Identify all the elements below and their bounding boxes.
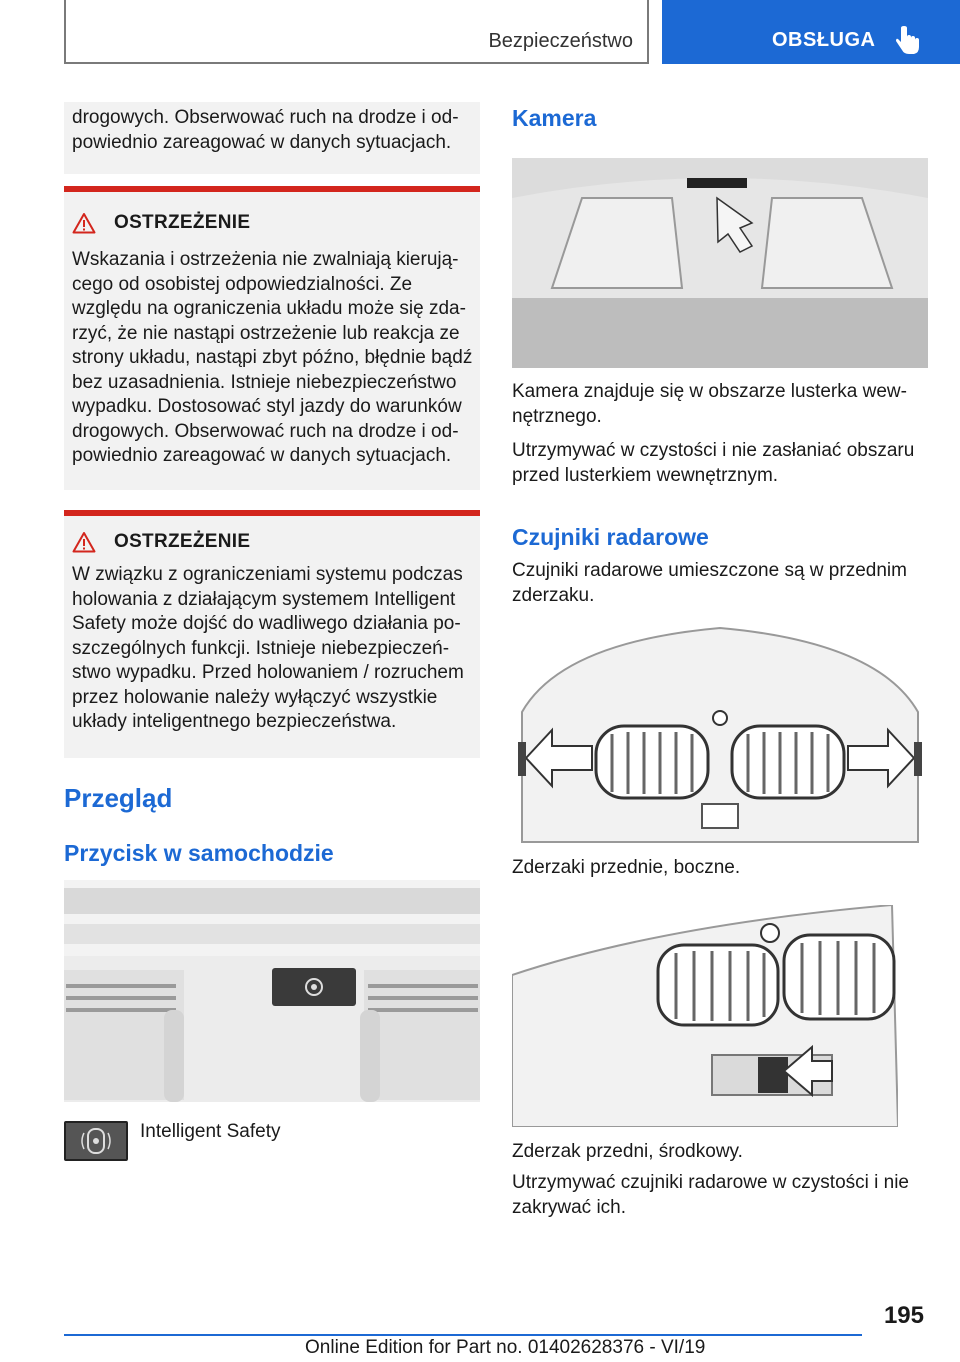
camera-image <box>512 158 928 368</box>
caption-side-bumper: Zderzaki przednie, boczne. <box>512 857 741 878</box>
warning-1-line: strony układu, nastąpi zbyt późno, błędnie bądź <box>72 347 473 368</box>
intelligent-safety-icon <box>66 1123 126 1159</box>
camera-text <box>512 380 928 429</box>
warning-2-line: holowania z działającym systemem Intelligent <box>72 588 456 610</box>
warning-2-line: Safety może dojść do wadliwego działania po- <box>72 613 461 634</box>
header-section-title: Bezpieczeństwo <box>488 30 633 52</box>
radar-clean-line: zakrywać ich. <box>512 1196 627 1218</box>
warning-triangle-icon <box>72 531 96 553</box>
radar-text <box>512 559 928 608</box>
header-chapter-title: OBSŁUGA <box>772 29 876 51</box>
warning-1-line: bez uzasadnienia. Istnieje niebezpieczeństwo <box>72 371 457 393</box>
hand-pointer-icon <box>895 26 921 56</box>
page-number: 195 <box>883 1302 924 1329</box>
caption-center-bumper: Zderzak przedni, środkowy. <box>512 1141 743 1162</box>
warning-triangle-icon <box>72 212 96 234</box>
footer-edition: Online Edition for Part no. 01402628376 - VI/19 <box>305 1337 706 1358</box>
heading-overview: Przegląd <box>64 783 173 813</box>
bumper-side-illustration <box>512 622 928 844</box>
continued-warning-box <box>64 102 480 174</box>
footer-rule <box>64 1334 862 1336</box>
radar-side-image <box>512 622 928 844</box>
continued-line-2: powiednio zareagować w danych sytuacjach. <box>72 131 452 153</box>
heading-button-in-car: Przycisk w samochodzie <box>64 840 334 866</box>
warning-1-line: wypadku. Dostosować styl jazdy do warunków <box>72 396 462 417</box>
warning-2-body <box>64 563 480 735</box>
warning-2-line: szczególnych funkcji. Istnieje niebezpieczeń- <box>72 637 450 659</box>
warning-1-body <box>64 248 480 469</box>
warning-1-line: cego od osobistej odpowiedzialności. Ze <box>72 273 413 295</box>
warning-2-line: W związku z ograniczeniami systemu podczas <box>72 564 463 585</box>
intelligent-safety-label: Intelligent Safety <box>140 1121 281 1142</box>
radar-clean-line: Utrzymywać czujniki radarowe w czystości i nie <box>512 1172 909 1193</box>
header-chapter-tab[interactable] <box>662 0 960 64</box>
car-button-illustration <box>64 880 480 1102</box>
warning-1-title: OSTRZEŻENIE <box>114 212 251 233</box>
camera-line: nętrznego. <box>512 405 602 427</box>
car-interior-illustration <box>512 158 928 368</box>
warning-1-header <box>72 212 250 234</box>
warning-2-line: układy inteligentnego bezpieczeństwa. <box>72 711 397 732</box>
radar-line: Czujniki radarowe umieszczone są w przednim <box>512 560 907 581</box>
warning-1-line: powiednio zareagować w danych sytuacjach. <box>72 445 452 466</box>
camera-clean-line: Utrzymywać w czystości i nie zasłaniać obszaru <box>512 440 915 461</box>
continued-line-1: drogowych. Obserwować ruch na drodze i od- <box>72 107 459 128</box>
warning-1-line: względu na ograniczenia układu może się zda- <box>72 298 466 319</box>
camera-clean-text <box>512 439 928 488</box>
warning-1-line: rzyć, że nie nastąpi ostrzeżenie lub reakcja ze <box>72 322 460 344</box>
warning-1-line: Wskazania i ostrzeżenia nie zwalniają kierują- <box>72 249 459 270</box>
car-button-image <box>64 880 480 1102</box>
warning-2-line: przez holowanie należy wyłączyć wszystkie <box>72 686 438 708</box>
radar-line: zderzaku. <box>512 584 595 606</box>
warning-2-title: OSTRZEŻENIE <box>114 531 251 552</box>
radar-clean-text <box>512 1171 928 1220</box>
heading-radar: Czujniki radarowe <box>512 524 709 550</box>
camera-line: Kamera znajduje się w obszarze lusterka wew- <box>512 381 907 402</box>
heading-camera: Kamera <box>512 105 597 131</box>
warning-1-line: drogowych. Obserwować ruch na drodze i od- <box>72 420 459 442</box>
camera-clean-line: przed lusterkiem wewnętrznym. <box>512 464 779 486</box>
warning-2-line: stwo wypadku. Przed holowaniem / rozruchem <box>72 662 464 683</box>
header-section-box <box>64 0 649 64</box>
bumper-center-illustration <box>512 905 898 1127</box>
intelligent-safety-button[interactable] <box>64 1121 128 1161</box>
radar-center-image <box>512 905 898 1127</box>
warning-2-header <box>72 531 250 553</box>
